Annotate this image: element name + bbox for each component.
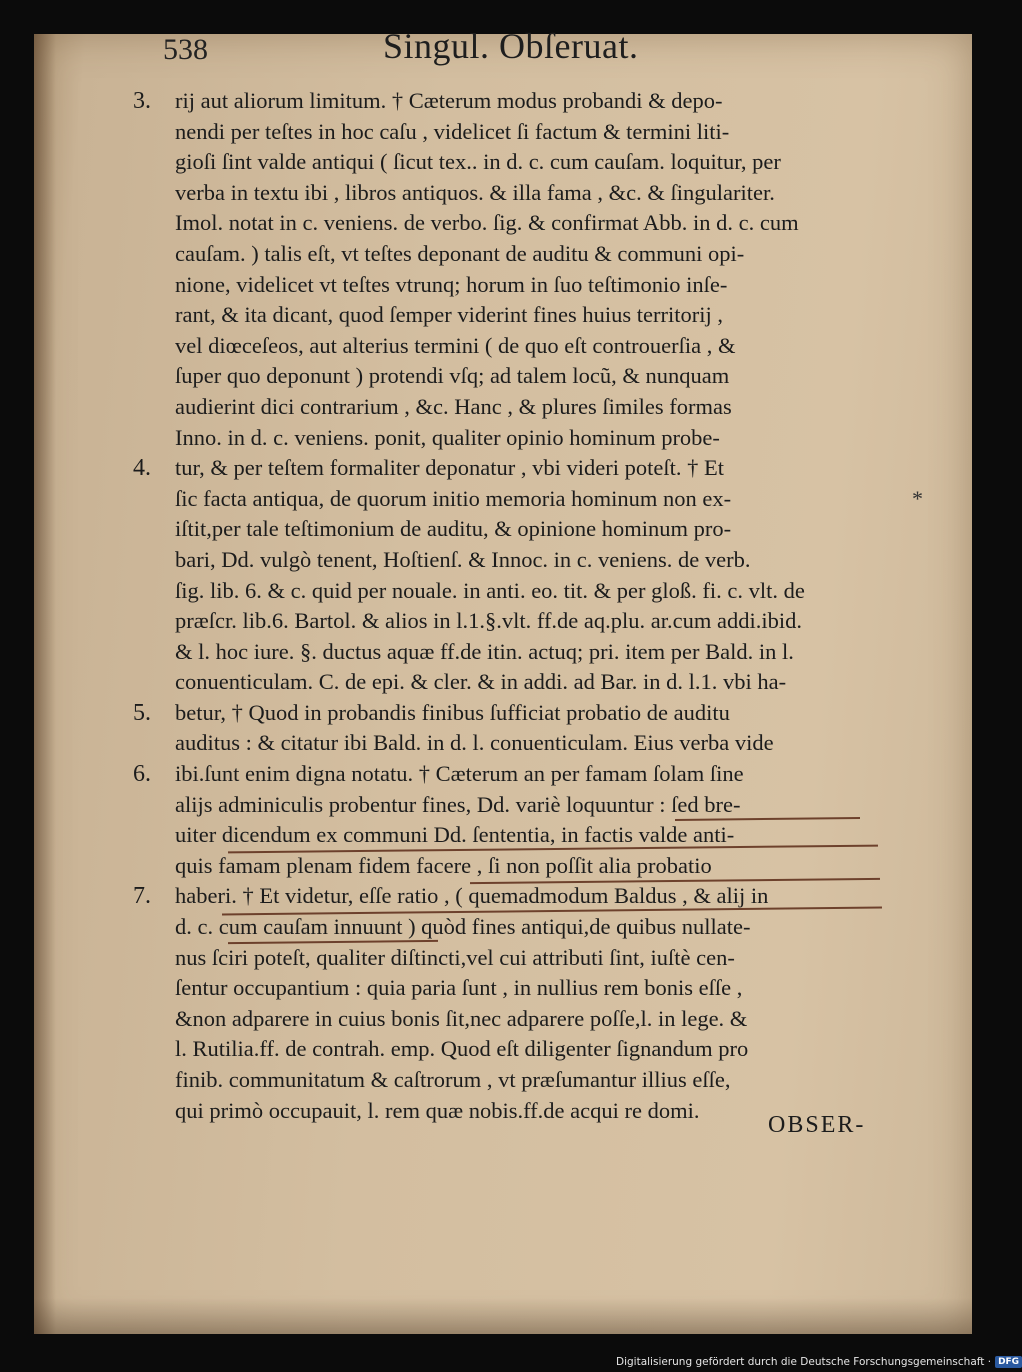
line-text: finib. communitatum & caſtrorum , vt præſumantur illius eſſe, [175, 1067, 731, 1092]
margin-number: 4. [133, 455, 151, 482]
text-line [175, 178, 895, 209]
text-line [175, 576, 895, 607]
text-line [175, 790, 895, 821]
text-line [175, 361, 895, 392]
text-line [175, 943, 895, 974]
line-text: betur, † Quod in probandis finibus ſufficiat probatio de auditu [175, 699, 730, 725]
line-text: & l. hoc iure. §. ductus aquæ ff.de itin. actuq; pri. item per Bald. in l. [175, 638, 794, 664]
text-line [133, 698, 895, 729]
text-line [175, 239, 895, 270]
line-text: conuenticulam. C. de epi. & cler. & in addi. ad Bar. in d. l.1. vbi ha- [175, 669, 787, 695]
line-text: audierint dici contrarium , &c. Hanc , & plures ſimiles formas [175, 393, 732, 419]
page-header [163, 25, 883, 75]
margin-mark: * [912, 485, 923, 511]
margin-number: 3. [133, 88, 151, 114]
line-text: ſuper quo deponunt ) protendi vſq; ad talem locũ, & nunquam [175, 363, 730, 389]
text-line [175, 514, 895, 545]
line-text: ſic facta antiqua, de quorum initio memoria hominum non ex- [175, 485, 732, 511]
line-text: ibi.ſunt enim digna notatu. † Cæterum an per famam ſolam ſine [175, 761, 744, 787]
text-line [133, 453, 895, 484]
line-text: d. c. cum cauſam innuunt ) quòd fines antiqui,de quibus nullate- [175, 914, 751, 940]
text-line [175, 1065, 895, 1096]
line-text: quis famam plenam fidem facere , ſi non poſſit alia probatio [175, 852, 712, 878]
text-line [175, 1034, 895, 1065]
text-line [175, 423, 895, 454]
line-text: rij aut aliorum limitum. † Cæterum modus probandi & depo- [175, 88, 723, 113]
text-line [175, 728, 895, 759]
line-text: uiter dicendum ex communi Dd. ſententia, in factis valde anti- [175, 822, 735, 848]
text-line [175, 300, 895, 331]
text-line [175, 484, 923, 515]
credit-text: Digitalisierung gefördert durch die Deutsche Forschungsgemeinschaft · [616, 1356, 992, 1368]
line-text: Imol. notat in c. veniens. de verbo. ſig. & confirmat Abb. in d. c. cum [175, 210, 799, 236]
text-line [175, 912, 895, 943]
text-line [175, 147, 895, 178]
line-text: gioſi ſint valde antiqui ( ſicut tex.. in d. c. cum cauſam. loquitur, per [175, 149, 781, 175]
page-gutter-shadow [34, 34, 56, 1334]
text-line [175, 392, 895, 423]
margin-number: 7. [133, 883, 151, 910]
page-number: 538 [163, 33, 208, 66]
text-line [175, 1004, 895, 1035]
text-line [175, 973, 895, 1004]
line-text: haberi. † Et videtur, eſſe ratio , ( quemadmodum Baldus , & alij in [175, 883, 769, 909]
running-head: Singul. Obſeruat. [383, 26, 639, 66]
text-line [133, 86, 895, 117]
line-text: Inno. in d. c. veniens. ponit, qualiter opinio hominum probe- [175, 424, 720, 450]
text-line [175, 208, 895, 239]
page-bottom-shadow [34, 1298, 972, 1334]
text-line [175, 637, 895, 668]
line-text: auditus : & citatur ibi Bald. in d. l. conuenticulam. Eius verba vide [175, 730, 774, 756]
line-text: nus ſciri poteſt, qualiter diſtincti,vel cui attributi ſint, iuſtè cen- [175, 944, 735, 970]
catchword: OBSER- [768, 1112, 866, 1138]
line-text: qui primò occupauit, l. rem quæ nobis.ff.de acqui re domi. [175, 1097, 700, 1123]
margin-number: 6. [133, 761, 151, 788]
line-text: verba in textu ibi , libros antiquos. & illa fama , &c. & ſingulariter. [175, 179, 775, 205]
text-line [175, 117, 895, 148]
line-text: &non adparere in cuius bonis ſit,nec adparere poſſe,l. in lege. & [175, 1005, 748, 1031]
text-line [133, 759, 895, 790]
line-text: cauſam. ) talis eſt, vt teſtes deponant de auditu & communi opi- [175, 240, 745, 266]
text-line [175, 851, 895, 882]
text-line [175, 606, 895, 637]
line-text: l. Rutilia.ff. de contrah. emp. Quod eſt diligenter ſignandum pro [175, 1036, 749, 1062]
body-text [133, 86, 923, 1126]
text-line [175, 545, 895, 576]
line-text: iſtit,per tale teſtimonium de auditu, & opinione hominum pro- [175, 516, 732, 542]
line-text: ſentur occupantium : quia paria ſunt , in nullius rem bonis eſſe , [175, 975, 743, 1001]
line-text: ſig. lib. 6. & c. quid per nouale. in anti. eo. tit. & per gloß. fi. c. vlt. de [175, 577, 805, 603]
line-text: vel diœceſeos, aut alterius termini ( de quo eſt controuerſia , & [175, 332, 736, 358]
text-line [175, 331, 895, 362]
text-line [175, 270, 895, 301]
line-text: nione, videlicet vt teſtes vtrunq; horum in ſuo teſtimonio inſe- [175, 271, 728, 297]
digitization-credit [616, 1354, 1022, 1370]
text-line [175, 667, 895, 698]
dfg-logo: DFG [995, 1356, 1022, 1368]
line-text: alijs adminiculis probentur fines, Dd. variè loquuntur : ſed bre- [175, 791, 741, 817]
line-text: rant, & ita dicant, quod ſemper viderint fines huius territorij , [175, 302, 723, 328]
line-text: præſcr. lib.6. Bartol. & alios in l.1.§.vlt. ff.de aq.plu. ar.cum addi.ibid. [175, 608, 803, 634]
line-text: tur, & per teſtem formaliter deponatur , vbi videri poteſt. † Et [175, 455, 724, 481]
margin-number: 5. [133, 699, 151, 726]
line-text: bari, Dd. vulgò tenent, Hoſtienſ. & Innoc. in c. veniens. de verb. [175, 546, 751, 572]
line-text: nendi per teſtes in hoc caſu , videlicet ſi factum & termini liti- [175, 118, 730, 144]
